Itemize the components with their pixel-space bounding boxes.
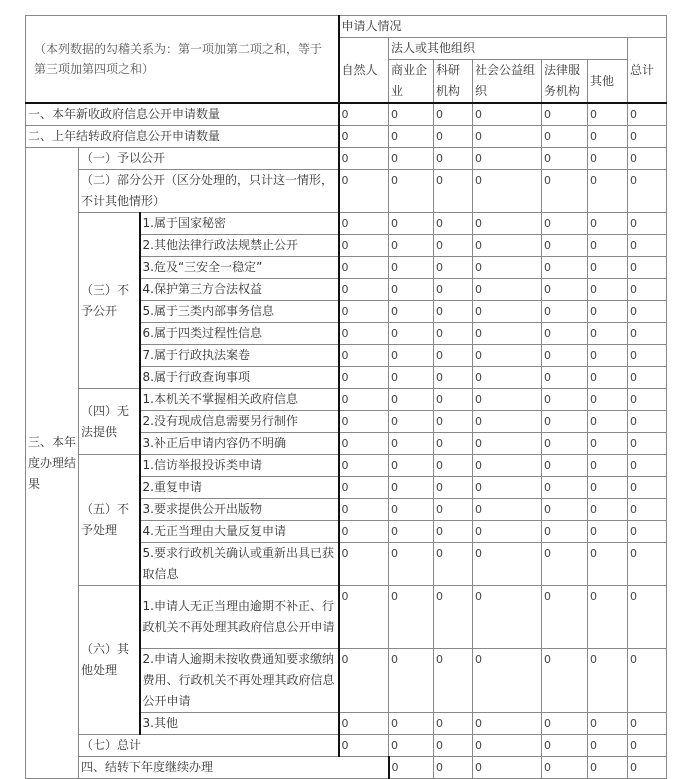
value-cell: 0 — [389, 433, 434, 455]
value-cell: 0 — [588, 586, 628, 649]
value-cell: 0 — [628, 213, 667, 235]
value-cell: 0 — [628, 148, 667, 170]
value-cell: 0 — [628, 477, 667, 499]
value-cell: 0 — [473, 126, 542, 148]
row-u1 — [26, 389, 667, 411]
value-cell: 0 — [339, 103, 389, 126]
value-cell: 0 — [588, 649, 628, 713]
value-cell: 0 — [389, 649, 434, 713]
value-cell: 0 — [628, 543, 667, 586]
section-one-label: 一、本年新收政府信息公开申请数量 — [26, 103, 339, 126]
value-cell: 0 — [389, 235, 434, 257]
item-label: 1.属于国家秘密 — [140, 213, 339, 235]
value-cell: 0 — [389, 389, 434, 411]
section-four-label: 四、结转下年度继续办理 — [79, 757, 389, 779]
value-cell: 0 — [588, 345, 628, 367]
value-cell: 0 — [389, 213, 434, 235]
value-cell: 0 — [389, 477, 434, 499]
value-cell: 0 — [473, 433, 542, 455]
value-cell: 0 — [339, 411, 389, 433]
value-cell: 0 — [628, 433, 667, 455]
item-label: 8.属于行政查询事项 — [140, 367, 339, 389]
value-cell: 0 — [339, 649, 389, 713]
value-cell: 0 — [542, 345, 588, 367]
row-one — [26, 103, 667, 126]
value-cell: 0 — [389, 735, 434, 757]
header-total: 总计 — [628, 38, 667, 104]
item-label: 1.本机关不掌握相关政府信息 — [140, 389, 339, 411]
value-cell: 0 — [473, 713, 542, 735]
value-cell: 0 — [339, 126, 389, 148]
value-cell: 0 — [389, 103, 434, 126]
value-cell: 0 — [434, 543, 473, 586]
value-cell: 0 — [588, 213, 628, 235]
group-label: （六）其他处理 — [79, 586, 140, 735]
value-cell: 0 — [434, 345, 473, 367]
row-g7 — [26, 735, 667, 757]
header-row-1 — [26, 16, 667, 38]
value-cell: 0 — [542, 543, 588, 586]
value-cell: 0 — [339, 477, 389, 499]
row-two — [26, 126, 667, 148]
disclosure-table — [25, 15, 667, 779]
header-research: 科研机构 — [434, 60, 473, 104]
item-label: 5.属于三类内部事务信息 — [140, 301, 339, 323]
value-cell: 0 — [628, 170, 667, 213]
value-cell: 0 — [434, 735, 473, 757]
value-cell: 0 — [434, 477, 473, 499]
value-cell: 0 — [542, 757, 588, 779]
value-cell: 0 — [434, 649, 473, 713]
value-cell: 0 — [542, 367, 588, 389]
value-cell: 0 — [628, 126, 667, 148]
value-cell: 0 — [588, 543, 628, 586]
value-cell: 0 — [628, 713, 667, 735]
value-cell: 0 — [473, 389, 542, 411]
value-cell: 0 — [542, 103, 588, 126]
value-cell: 0 — [339, 345, 389, 367]
value-cell: 0 — [473, 148, 542, 170]
item-label: 1.申请人无正当理由逾期不补正、行政机关不再处理其政府信息公开申请 — [140, 586, 339, 649]
value-cell: 0 — [339, 148, 389, 170]
value-cell: 0 — [628, 521, 667, 543]
value-cell: 0 — [339, 213, 389, 235]
value-cell: 0 — [473, 649, 542, 713]
value-cell: 0 — [588, 735, 628, 757]
value-cell: 0 — [542, 148, 588, 170]
item-label: 2.没有现成信息需要另行制作 — [140, 411, 339, 433]
value-cell: 0 — [542, 521, 588, 543]
value-cell: 0 — [542, 499, 588, 521]
value-cell: 0 — [389, 257, 434, 279]
value-cell: 0 — [588, 367, 628, 389]
value-cell: 0 — [588, 455, 628, 477]
value-cell: 0 — [389, 713, 434, 735]
value-cell: 0 — [628, 757, 667, 779]
value-cell: 0 — [434, 235, 473, 257]
item-label: 1.信访举报投诉类申请 — [140, 455, 339, 477]
value-cell: 0 — [389, 301, 434, 323]
value-cell: 0 — [588, 713, 628, 735]
value-cell: 0 — [542, 279, 588, 301]
value-cell: 0 — [339, 433, 389, 455]
value-cell: 0 — [588, 477, 628, 499]
item-label: 6.属于四类过程性信息 — [140, 323, 339, 345]
value-cell: 0 — [339, 521, 389, 543]
value-cell: 0 — [389, 170, 434, 213]
value-cell: 0 — [434, 433, 473, 455]
value-cell: 0 — [588, 279, 628, 301]
value-cell: 0 — [389, 345, 434, 367]
value-cell: 0 — [628, 411, 667, 433]
value-cell: 0 — [628, 323, 667, 345]
value-cell: 0 — [339, 367, 389, 389]
header-applicant: 申请人情况 — [339, 16, 667, 38]
section-three-label: 三、本年度办理结果 — [26, 148, 79, 779]
value-cell: 0 — [588, 433, 628, 455]
header-law: 法律服务机构 — [542, 60, 588, 104]
value-cell: 0 — [339, 543, 389, 586]
value-cell: 0 — [542, 649, 588, 713]
value-cell: 0 — [434, 757, 473, 779]
value-cell: 0 — [628, 257, 667, 279]
value-cell: 0 — [389, 586, 434, 649]
value-cell: 0 — [339, 301, 389, 323]
value-cell: 0 — [542, 213, 588, 235]
item-label: 3.要求提供公开出版物 — [140, 499, 339, 521]
value-cell: 0 — [473, 499, 542, 521]
value-cell: 0 — [389, 323, 434, 345]
value-cell: 0 — [473, 213, 542, 235]
item-label: 2.重复申请 — [140, 477, 339, 499]
value-cell: 0 — [339, 170, 389, 213]
value-cell: 0 — [339, 389, 389, 411]
value-cell: 0 — [628, 103, 667, 126]
value-cell: 0 — [434, 301, 473, 323]
value-cell: 0 — [339, 586, 389, 649]
item-label: 5.要求行政机关确认或重新出具已获取信息 — [140, 543, 339, 586]
value-cell: 0 — [542, 477, 588, 499]
value-cell: 0 — [588, 411, 628, 433]
value-cell: 0 — [434, 213, 473, 235]
value-cell: 0 — [389, 455, 434, 477]
group-label: （七）总计 — [79, 735, 339, 757]
row-s1 — [26, 213, 667, 235]
value-cell: 0 — [434, 586, 473, 649]
value-cell: 0 — [434, 126, 473, 148]
value-cell: 0 — [542, 235, 588, 257]
row-g2 — [26, 170, 667, 213]
row-g1 — [26, 148, 667, 170]
value-cell: 0 — [473, 477, 542, 499]
value-cell: 0 — [473, 411, 542, 433]
value-cell: 0 — [339, 257, 389, 279]
value-cell: 0 — [434, 148, 473, 170]
item-label: 2.其他法律行政法规禁止公开 — [140, 235, 339, 257]
value-cell: 0 — [339, 235, 389, 257]
value-cell: 0 — [588, 301, 628, 323]
item-label: 3.其他 — [140, 713, 339, 735]
value-cell: 0 — [542, 323, 588, 345]
value-cell: 0 — [588, 103, 628, 126]
group-label: （五）不予处理 — [79, 455, 140, 586]
item-label: 4.保护第三方合法权益 — [140, 279, 339, 301]
value-cell: 0 — [339, 455, 389, 477]
value-cell: 0 — [628, 235, 667, 257]
item-label: 4.无正当理由大量反复申请 — [140, 521, 339, 543]
value-cell: 0 — [542, 257, 588, 279]
value-cell: 0 — [542, 713, 588, 735]
value-cell: 0 — [339, 323, 389, 345]
value-cell: 0 — [473, 735, 542, 757]
value-cell: 0 — [389, 757, 434, 779]
value-cell: 0 — [473, 455, 542, 477]
value-cell: 0 — [434, 411, 473, 433]
value-cell: 0 — [588, 148, 628, 170]
value-cell: 0 — [588, 235, 628, 257]
value-cell: 0 — [473, 170, 542, 213]
value-cell: 0 — [473, 757, 542, 779]
value-cell: 0 — [588, 257, 628, 279]
value-cell: 0 — [473, 586, 542, 649]
value-cell: 0 — [588, 499, 628, 521]
row-p1 — [26, 455, 667, 477]
value-cell: 0 — [434, 170, 473, 213]
value-cell: 0 — [389, 543, 434, 586]
header-natural-person: 自然人 — [339, 38, 389, 104]
value-cell: 0 — [389, 148, 434, 170]
value-cell: 0 — [628, 367, 667, 389]
group-label: （三）不予公开 — [79, 213, 140, 389]
header-note: （本列数据的勾稽关系为：第一项加第二项之和，等于第三项加第四项之和） — [26, 16, 339, 104]
value-cell: 0 — [434, 499, 473, 521]
item-label: 3.补正后申请内容仍不明确 — [140, 433, 339, 455]
value-cell: 0 — [588, 757, 628, 779]
value-cell: 0 — [339, 735, 389, 757]
value-cell: 0 — [628, 649, 667, 713]
group-label: （一）予以公开 — [79, 148, 339, 170]
value-cell: 0 — [628, 345, 667, 367]
value-cell: 0 — [473, 257, 542, 279]
value-cell: 0 — [628, 301, 667, 323]
header-business: 商业企业 — [389, 60, 434, 104]
value-cell: 0 — [389, 499, 434, 521]
value-cell: 0 — [389, 126, 434, 148]
value-cell: 0 — [588, 323, 628, 345]
value-cell: 0 — [389, 279, 434, 301]
value-cell: 0 — [339, 279, 389, 301]
group-label: （四）无法提供 — [79, 389, 140, 455]
header-social: 社会公益组织 — [473, 60, 542, 104]
section-two-label: 二、上年结转政府信息公开申请数量 — [26, 126, 339, 148]
value-cell: 0 — [588, 170, 628, 213]
value-cell: 0 — [628, 279, 667, 301]
value-cell: 0 — [434, 367, 473, 389]
value-cell: 0 — [389, 521, 434, 543]
value-cell: 0 — [473, 103, 542, 126]
value-cell: 0 — [473, 301, 542, 323]
row-o1 — [26, 586, 667, 649]
value-cell: 0 — [628, 455, 667, 477]
value-cell: 0 — [434, 279, 473, 301]
value-cell: 0 — [473, 279, 542, 301]
value-cell: 0 — [473, 345, 542, 367]
value-cell: 0 — [628, 735, 667, 757]
value-cell: 0 — [628, 499, 667, 521]
header-other: 其他 — [588, 60, 628, 104]
item-label: 2.申请人逾期未按收费通知要求缴纳费用、行政机关不再处理其政府信息公开申请 — [140, 649, 339, 713]
value-cell: 0 — [434, 103, 473, 126]
value-cell: 0 — [473, 543, 542, 586]
value-cell: 0 — [473, 367, 542, 389]
value-cell: 0 — [628, 389, 667, 411]
value-cell: 0 — [434, 713, 473, 735]
value-cell: 0 — [473, 521, 542, 543]
value-cell: 0 — [588, 389, 628, 411]
item-label: 7.属于行政执法案卷 — [140, 345, 339, 367]
value-cell: 0 — [339, 713, 389, 735]
value-cell: 0 — [542, 411, 588, 433]
value-cell: 0 — [389, 367, 434, 389]
value-cell: 0 — [473, 323, 542, 345]
value-cell: 0 — [434, 521, 473, 543]
value-cell: 0 — [434, 455, 473, 477]
value-cell: 0 — [542, 170, 588, 213]
value-cell: 0 — [434, 323, 473, 345]
value-cell: 0 — [434, 389, 473, 411]
row-four — [26, 757, 667, 779]
group-label: （二）部分公开（区分处理的，只计这一情形，不计其他情形） — [79, 170, 339, 213]
value-cell: 0 — [542, 389, 588, 411]
value-cell: 0 — [588, 126, 628, 148]
value-cell: 0 — [542, 735, 588, 757]
value-cell: 0 — [542, 455, 588, 477]
value-cell: 0 — [473, 235, 542, 257]
value-cell: 0 — [628, 586, 667, 649]
value-cell: 0 — [389, 411, 434, 433]
value-cell: 0 — [542, 433, 588, 455]
item-label: 3.危及“三安全一稳定” — [140, 257, 339, 279]
header-legal-org: 法人或其他组织 — [389, 38, 628, 60]
value-cell: 0 — [542, 126, 588, 148]
value-cell: 0 — [434, 257, 473, 279]
value-cell: 0 — [542, 586, 588, 649]
value-cell: 0 — [339, 499, 389, 521]
value-cell: 0 — [542, 301, 588, 323]
value-cell: 0 — [588, 521, 628, 543]
